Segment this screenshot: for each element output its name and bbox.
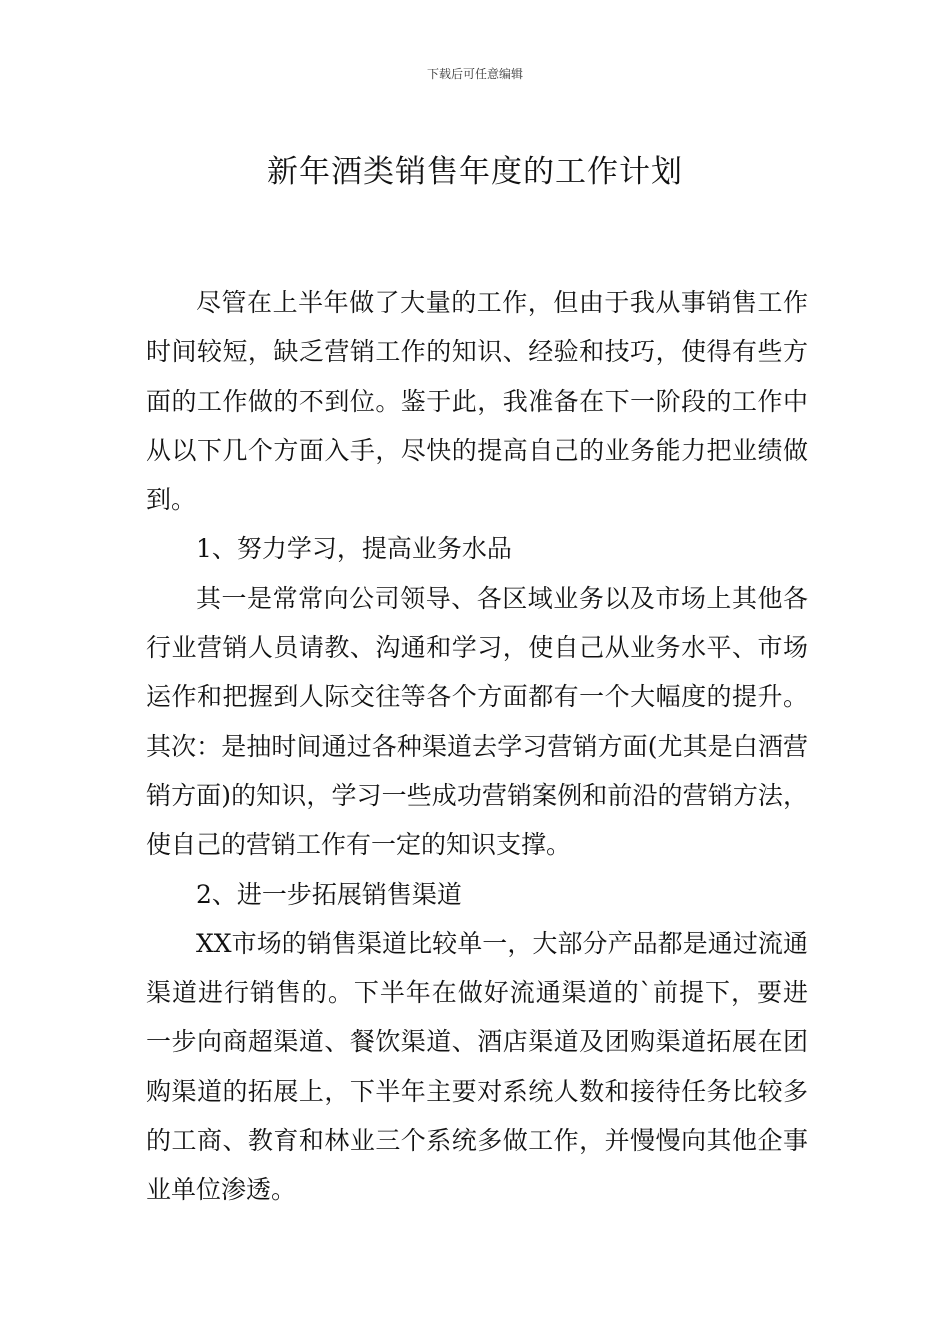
- document-body: [146, 278, 808, 1215]
- paragraph-study: 其一是常常向公司领导、各区域业务以及市场上其他各行业营销人员请教、沟通和学习，使自己从业务水平、市场运作和把握到人际交往等各个方面都有一个大幅度的提升。其次：是抽时间通过各种渠道去学习营销方面(尤其是白酒营销方面)的知识，学习一些成功营销案例和前沿的营销方法，使自己的营销工作有一定的知识支撑。: [146, 583, 808, 860]
- document-title: 新年酒类销售年度的工作计划: [267, 153, 683, 190]
- section-heading-1: 1、努力学习，提高业务水品: [196, 534, 512, 564]
- section-heading-2: 2、进一步拓展销售渠道: [196, 879, 462, 909]
- header-note: 下载后可任意编辑: [426, 67, 523, 81]
- paragraph-intro: 尽管在上半年做了大量的工作，但由于我从事销售工作时间较短，缺乏营销工作的知识、经验和技巧，使得有些方面的工作做的不到位。鉴于此，我准备在下一阶段的工作中从以下几个方面入手，尽快的提高自己的业务能力把业绩做到。: [146, 288, 808, 515]
- paragraph-channels: XX市场的销售渠道比较单一，大部分产品都是通过流通渠道进行销售的。下半年在做好流通渠道的`前提下，要进一步向商超渠道、餐饮渠道、酒店渠道及团购渠道拓展在团购渠道的拓展上，下半年主要对系统人数和接待任务比较多的工商、教育和林业三个系统多做工作，并慢慢向其他企事业单位渗透。: [146, 928, 808, 1205]
